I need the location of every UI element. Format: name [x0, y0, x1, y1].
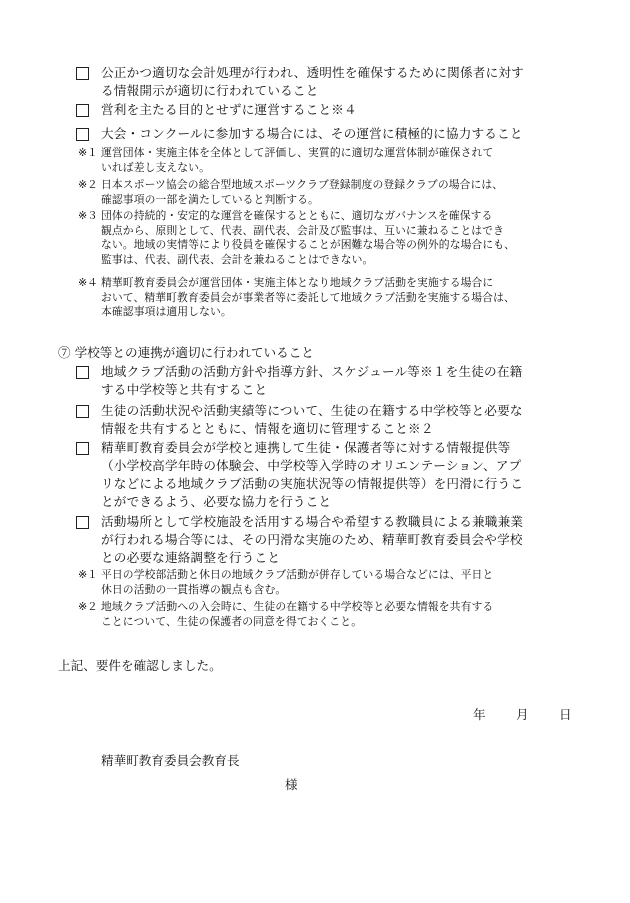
- requirement-item: 大会・コンクールに参加する場合には、その運営に積極的に協力すること: [101, 126, 523, 141]
- note-label: ※２: [78, 600, 98, 613]
- note-text: 平日の学校部活動と休日の地域クラブ活動が併存している場合などには、平日と 休日の活動の一貫指導の観点も含む。: [101, 568, 494, 596]
- honorific-text: 様: [285, 777, 298, 792]
- note-text: 団体の持続的・安定的な運営を確保するとともに、適切なガバナンスを確保する 観点から、原則として、代表、副代表、会計及び監事は、互いに兼ねることはでき ない。地域の実情等により役員を確保することが困難な場合等の例外的な場合にも、 監事は、代表、副代表、会計を兼ねることはできない。: [101, 209, 516, 267]
- requirement-item: 営利を主たる目的とせずに運営すること※４: [101, 102, 357, 117]
- note-text: 運営団体・実施主体を全体として評価し、実質的に適切な運営体制が確保されて いれば差し支えない。: [101, 146, 494, 174]
- note-text: 地域クラブ活動への入会時に、生徒の在籍する中学校等と必要な情報を共有する ことについて、生徒の保護者の同意を得ておくこと。: [101, 600, 494, 628]
- note-label: ※４: [78, 276, 98, 289]
- date-year-label: 年: [473, 707, 486, 722]
- requirement-item: 活動場所として学校施設を活用する場合や希望する教職員による兼職兼業 が行われる場合等には、その円滑な実施のため、精華町教育委員会や学校 との必要な連絡調整を行うこと: [101, 514, 524, 565]
- addressee-text: 精華町教育委員会教育長: [101, 753, 240, 768]
- checkbox-icon: [76, 366, 89, 379]
- note-label: ※３: [78, 209, 98, 222]
- note-label: ※２: [78, 178, 98, 191]
- checkbox-icon: [76, 128, 89, 141]
- confirmation-text: 上記、要件を確認しました。: [58, 658, 222, 673]
- checkbox-icon: [76, 67, 89, 80]
- checkbox-icon: [76, 405, 89, 418]
- requirement-item: 精華町教育委員会が学校と連携して生徒・保護者等に対する情報提供等 （小学校高学年時の体験会、中学校等入学時のオリエンテーション、アプ リなどによる地域クラブ活動の実施状況等の情報提供等）を円滑に行うこ とができるよう、必要な協力を行うこと: [101, 440, 524, 509]
- note-label: ※１: [78, 568, 98, 581]
- requirement-item: 公正かつ適切な会計処理が行われ、透明性を確保するために関係者に対す る情報開示が適切に行われていること: [101, 65, 524, 98]
- checkbox-icon: [76, 442, 89, 455]
- note-label: ※１: [78, 146, 98, 159]
- date-day-label: 日: [559, 707, 572, 722]
- checkbox-icon: [76, 104, 89, 117]
- note-text: 日本スポーツ協会の総合型地域スポーツクラブ登録制度の登録クラブの場合には、 確認事項の一部を満たしていると判断する。: [101, 178, 504, 206]
- date-month-label: 月: [516, 707, 529, 722]
- section-heading: ⑦ 学校等との連携が適切に行われていること: [58, 345, 314, 360]
- requirement-item: 地域クラブ活動の活動方針や指導方針、スケジュール等※１を生徒の在籍 する中学校等と共有すること: [101, 364, 523, 397]
- requirement-item: 生徒の活動状況や活動実績等について、生徒の在籍する中学校等と必要な 情報を共有するとともに、情報を適切に管理すること※２: [101, 403, 523, 436]
- checkbox-icon: [76, 516, 89, 529]
- note-text: 精華町教育委員会が運営団体・実施主体となり地域クラブ活動を実施する場合に おいて、精華町教育委員会が事業者等に委託して地域クラブ活動を実施する場合は、 本確認事項は適用しない。: [101, 276, 515, 319]
